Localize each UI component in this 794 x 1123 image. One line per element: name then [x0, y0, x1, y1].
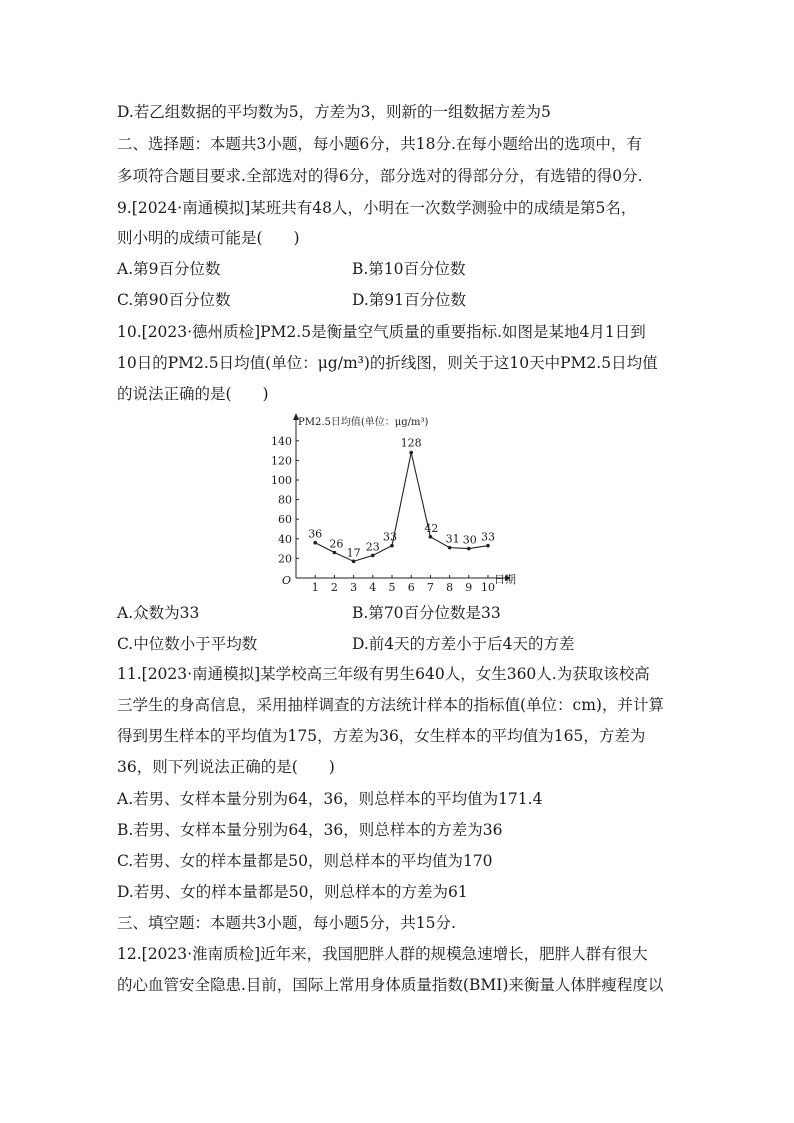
x-tick-label: 9 — [465, 581, 473, 592]
q9-option-a: A.第9百分位数 — [117, 260, 221, 278]
q11-stem-cont3: 36，则下列说法正确的是( ) — [117, 758, 335, 776]
q9-option-c: C.第90百分位数 — [117, 291, 231, 309]
x-tick-label: 8 — [446, 581, 454, 592]
y-tick-label: 140 — [271, 434, 292, 448]
section-2-heading-cont: 多项符合题目要求.全部选对的得6分，部分选对的得部分分，有选错的得0分. — [117, 167, 643, 185]
q10-option-d: D.前4天的方差小于后4天的方差 — [352, 635, 575, 653]
data-point — [429, 535, 433, 539]
q11-stem-cont: 三学生的身高信息，采用抽样调查的方法统计样本的指标值(单位：cm)，并计算 — [117, 696, 664, 714]
x-tick-label: 2 — [330, 581, 338, 592]
data-label: 26 — [329, 537, 344, 551]
q11-option-d: D.若男、女的样本量都是50，则总样本的方差为61 — [117, 883, 468, 901]
data-point — [467, 547, 471, 551]
y-tick-label: 60 — [278, 513, 292, 527]
data-point — [333, 551, 337, 555]
data-label: 36 — [308, 527, 323, 541]
q12-stem: 12.[2023·淮南质检]近年来，我国肥胖人群的规模急速增长，肥胖人群有很大 — [117, 945, 648, 963]
x-tick-label: 5 — [388, 581, 396, 592]
data-point — [390, 544, 394, 548]
q9-stem: 9.[2024·南通模拟]某班共有48人，小明在一次数学测验中的成绩是第5名， — [117, 199, 637, 217]
q9-stem-cont: 则小明的成绩可能是( ) — [117, 229, 300, 247]
x-tick-label: 1 — [311, 581, 319, 592]
q12-stem-cont: 的心血管安全隐患.目前，国际上常用身体质量指数(BMI)来衡量人体胖瘦程度以 — [117, 976, 664, 994]
y-tick-label: 120 — [271, 454, 292, 468]
pm25-line-chart — [268, 410, 528, 592]
data-point — [352, 560, 356, 564]
data-label: 33 — [383, 530, 397, 544]
q9-option-d: D.第91百分位数 — [352, 291, 467, 309]
y-axis-title: PM2.5日均值(单位：μg/m³) — [298, 417, 429, 428]
x-tick-label: 7 — [426, 581, 434, 592]
data-label: 128 — [400, 436, 422, 450]
section-3-heading: 三、填空题：本题共3小题，每小题5分，共15分. — [117, 914, 456, 932]
q11-option-a: A.若男、女样本量分别为64，36，则总样本的平均值为171.4 — [117, 790, 543, 808]
q11-stem: 11.[2023·南通模拟]某学校高三年级有男生640人，女生360人.为获取该校高 — [117, 665, 650, 683]
q10-option-c: C.中位数小于平均数 — [117, 635, 258, 653]
y-tick-label: 80 — [278, 493, 292, 507]
y-tick-label: 100 — [271, 474, 292, 487]
data-point — [409, 451, 413, 455]
q10-stem-cont2: 的说法正确的是( ) — [117, 385, 269, 403]
data-label: 17 — [346, 546, 361, 560]
data-point — [448, 546, 452, 550]
data-label: 30 — [462, 533, 477, 547]
x-tick-label: 3 — [350, 581, 358, 592]
data-label: 23 — [365, 540, 380, 554]
data-label: 42 — [424, 521, 439, 535]
x-tick-label: 10 — [481, 581, 495, 592]
line-d-option: D.若乙组数据的平均数为5，方差为3，则新的一组数据方差为5 — [117, 103, 551, 121]
data-label: 31 — [445, 532, 460, 546]
q10-stem: 10.[2023·德州质检]PM2.5是衡量空气质量的重要指标.如图是某地4月1日到 — [117, 323, 646, 341]
data-point — [371, 554, 375, 558]
data-point — [313, 541, 317, 545]
section-2-heading: 二、选择题：本题共3小题，每小题6分，共18分.在每小题给出的选项中，有 — [117, 135, 642, 153]
data-point — [486, 544, 490, 548]
q10-option-b: B.第70百分位数是33 — [352, 604, 501, 622]
x-tick-label: 6 — [407, 581, 415, 592]
y-tick-label: 20 — [278, 552, 292, 566]
q9-option-b: B.第10百分位数 — [352, 260, 466, 278]
q11-option-c: C.若男、女的样本量都是50，则总样本的平均值为170 — [117, 852, 493, 870]
y-tick-label: 40 — [278, 532, 292, 546]
x-axis-title: 日期 — [494, 573, 516, 586]
q11-option-b: B.若男、女样本量分别为64，36，则总样本的方差为36 — [117, 821, 503, 839]
data-label: 33 — [481, 530, 495, 544]
origin-label: O — [282, 574, 292, 587]
q11-stem-cont2: 得到男生样本的平均值为175，方差为36，女生样本的平均值为165，方差为 — [117, 727, 646, 745]
q10-option-a: A.众数为33 — [117, 604, 200, 622]
x-tick-label: 4 — [369, 581, 377, 592]
q10-stem-cont: 10日的PM2.5日均值(单位：μg/m³)的折线图，则关于这10天中PM2.5日均值 — [117, 354, 658, 372]
